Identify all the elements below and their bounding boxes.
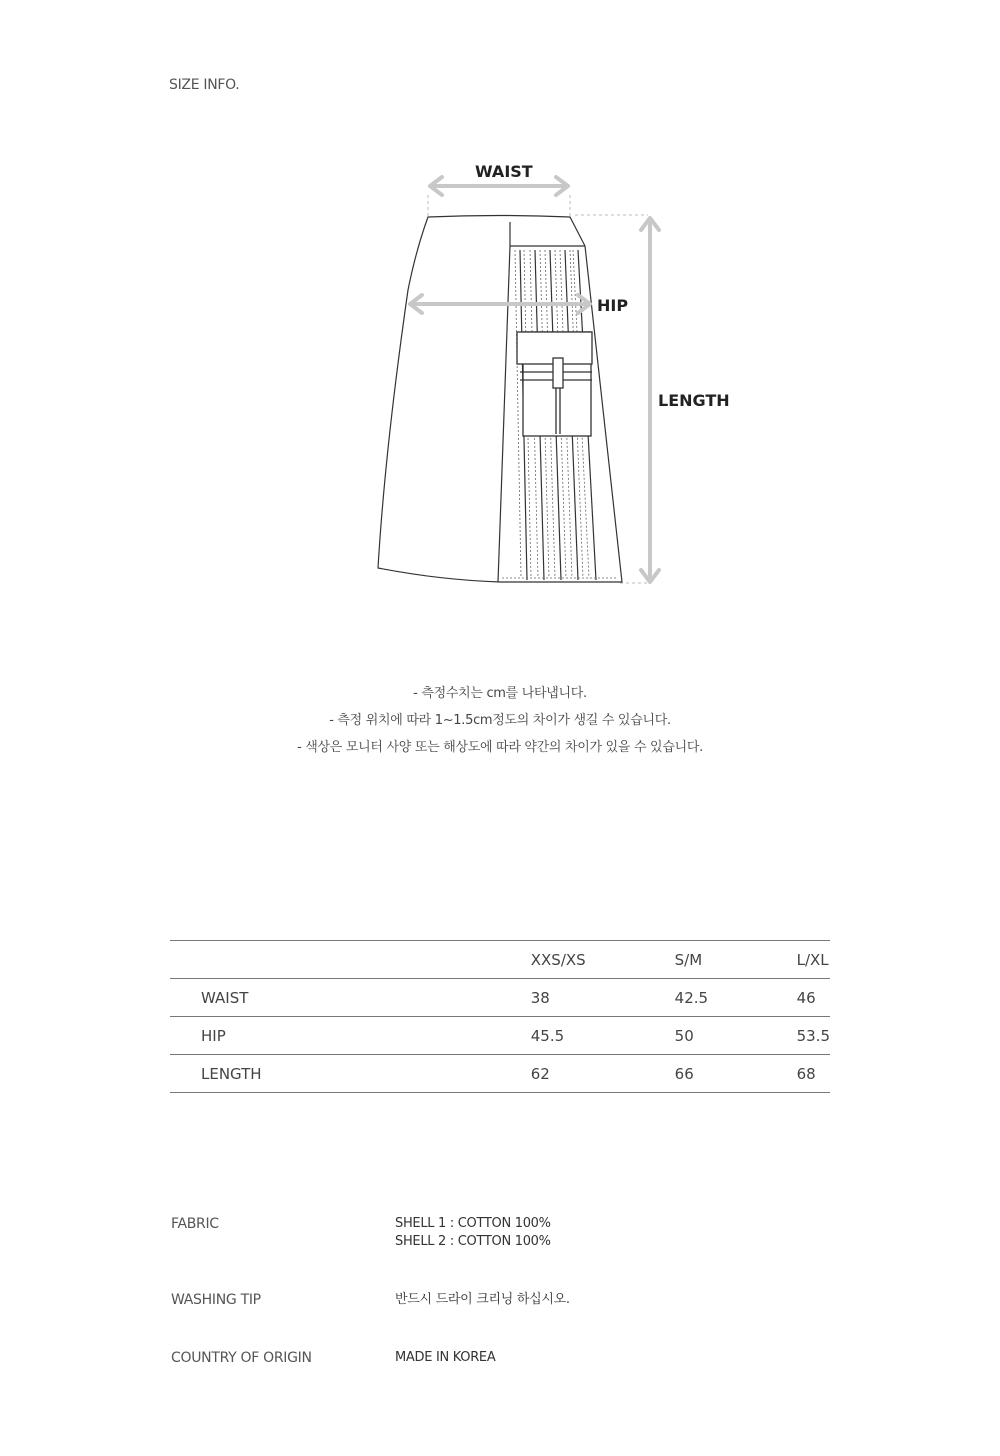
table-cell: 68	[796, 1064, 816, 1083]
waist-label: WAIST	[475, 162, 533, 181]
table-cell: 62	[530, 1064, 550, 1083]
measurement-notes	[0, 680, 1000, 761]
table-cell: 50	[674, 1026, 694, 1045]
hip-label: HIP	[597, 296, 629, 315]
skirt-size-diagram	[360, 150, 760, 600]
length-label: LENGTH	[658, 391, 730, 410]
header-cell: XXS/XS	[530, 950, 586, 969]
washing-value: 반드시 드라이 크리닝 하십시오.	[395, 1292, 570, 1307]
fabric-line: SHELL 2 : COTTON 100%	[395, 1234, 551, 1249]
origin-label: COUNTRY OF ORIGIN	[171, 1350, 312, 1366]
header-cell: L/XL	[796, 950, 829, 969]
fabric-value	[395, 1215, 795, 1251]
washing-label: WASHING TIP	[171, 1292, 261, 1308]
section-title: SIZE INFO.	[169, 77, 240, 93]
header-cell	[170, 941, 531, 979]
note-line: - 색상은 모니터 사양 또는 해상도에 따라 약간의 차이가 있을 수 있습니다.	[297, 740, 703, 755]
table-row	[170, 1017, 830, 1055]
row-name: WAIST	[201, 988, 249, 1007]
size-table	[170, 940, 830, 1093]
table-cell: 38	[530, 988, 550, 1007]
header-cell: S/M	[674, 950, 703, 969]
table-row	[170, 1055, 830, 1093]
table-row	[170, 979, 830, 1017]
origin-value: MADE IN KOREA	[395, 1350, 496, 1365]
table-cell: 53.5	[796, 1026, 830, 1045]
row-name: LENGTH	[201, 1064, 262, 1083]
fabric-line: SHELL 1 : COTTON 100%	[395, 1216, 551, 1231]
row-name: HIP	[201, 1026, 226, 1045]
cargo-pocket	[517, 332, 592, 436]
table-header-row	[170, 941, 830, 979]
table-cell: 45.5	[530, 1026, 565, 1045]
table-cell: 46	[796, 988, 816, 1007]
fabric-label: FABRIC	[171, 1216, 219, 1232]
note-line: - 측정수치는 cm를 나타냅니다.	[413, 686, 587, 701]
table-cell: 42.5	[674, 988, 709, 1007]
note-line: - 측정 위치에 따라 1~1.5cm정도의 차이가 생길 수 있습니다.	[329, 713, 671, 728]
table-cell: 66	[674, 1064, 694, 1083]
